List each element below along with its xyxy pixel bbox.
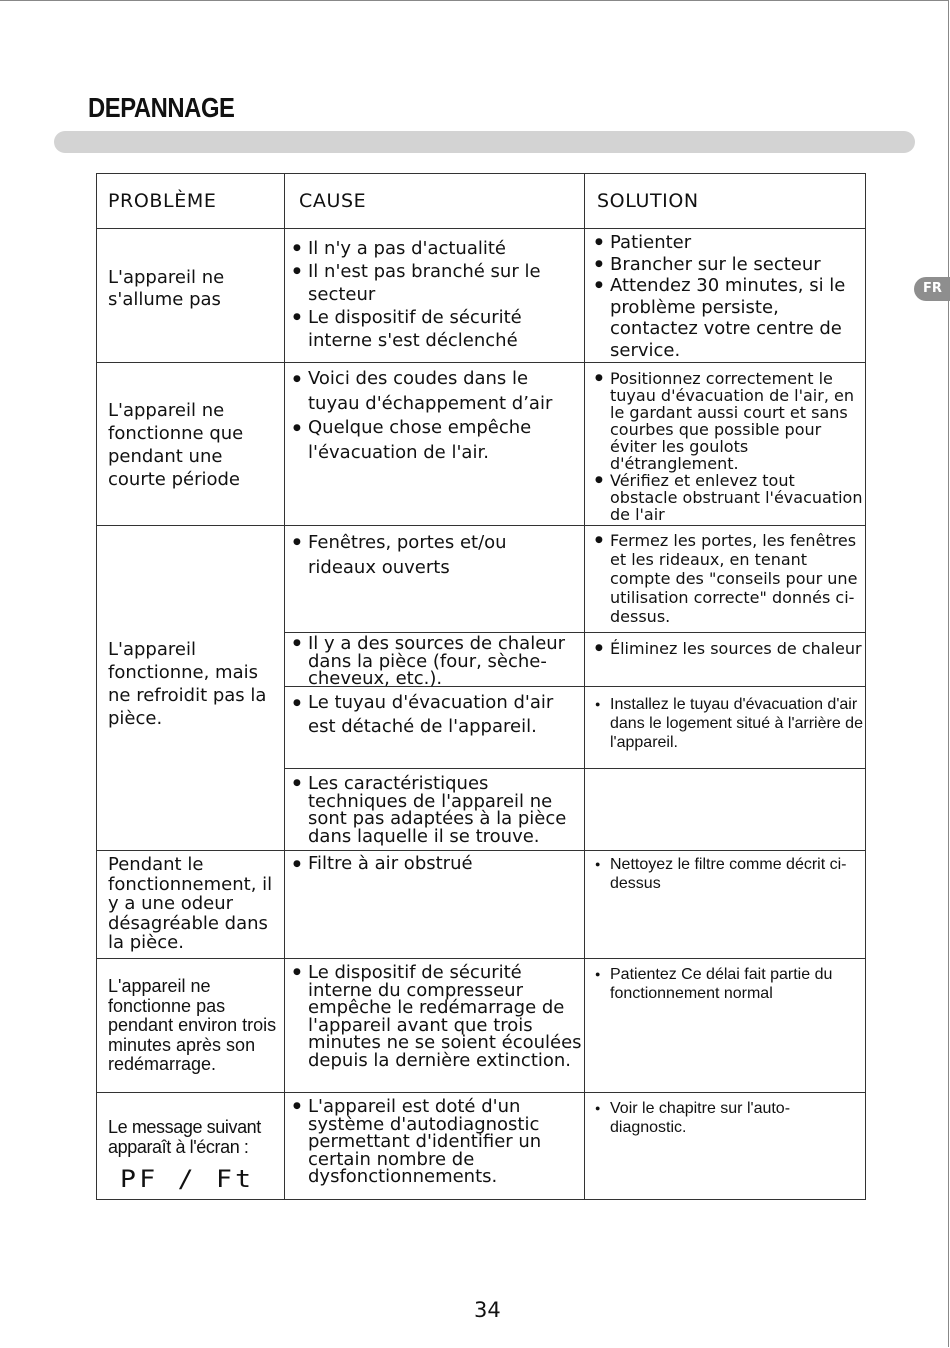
header-problem: PROBLÈME [108,190,217,212]
solution-item: ● Positionnez correctement le tuyau d'évacuation de l'air, en le gardant aussi court et sans courbes que possible pour éviter les goulots d'étranglement. [595,370,865,472]
solution-item: ● Fermez les portes, les fenêtres et les rideaux, en tenant compte des "conseils pour une utilisation correcte" donnés ci-dessus. [595,531,865,626]
cause-item: ● Le dispositif de sécurité interne du compresseur empêche le redémarrage de l'appareil avant que trois minutes ne se soient écoulées depuis la dernière extinction. [293,964,583,1069]
row-divider [96,228,866,229]
language-tab: FR [914,277,950,301]
cause-list [293,237,583,352]
problem-cell: Pendant le fonctionnement, il y a une odeur désagréable dans la pièce. [108,854,273,954]
header-solution: SOLUTION [597,190,699,212]
cause-item: ● Quelque chose empêche l'évacuation de l'air. [293,416,573,465]
problem-cell: L'appareil ne fonctionne que pendant une courte période [108,400,244,490]
cause-list [293,691,573,739]
cause-list [293,853,583,875]
solution-item: ● Vérifiez et enlevez tout obstacle obstruant l'évacuation de l'air [595,472,865,523]
row-divider [96,525,866,526]
problem-cell: L'appareil ne fonctionne pas pendant environ trois minutes après son redémarrage. [108,976,277,1075]
cause-item: ● Il n'est pas branché sur le secteur [293,260,583,306]
page-title: DEPANNAGE [88,92,235,123]
solution-list [595,1099,865,1137]
cause-item: ● Il n'y a pas d'actualité [293,237,583,260]
solution-item: ● Nettoyez le filtre comme décrit ci-dessus [595,855,865,893]
page-number: 34 [474,1298,501,1322]
solution-item: ● Voir le chapitre sur l'auto-diagnostic. [595,1099,865,1137]
cause-item: ● Le dispositif de sécurité interne s'est déclenché [293,306,583,352]
solution-list [595,370,865,523]
table-border-right [865,173,866,1200]
cause-item: ● Filtre à air obstrué [293,853,583,875]
display-code: PF / Ft [120,1165,255,1193]
solution-list [595,639,865,658]
cause-list [293,964,583,1069]
table-border-top [96,173,866,174]
table-border-bottom [96,1199,866,1200]
cause-list [293,775,583,845]
column-divider [584,173,585,1200]
solution-list [595,232,865,362]
cause-item: ● L'appareil est doté d'un système d'autodiagnostic permettant d'identifier un certain nombre de dysfonctionnements. [293,1098,583,1186]
solution-item: ● Brancher sur le secteur [595,254,865,276]
problem-cell: L'appareil fonctionne, mais ne refroidit pas la pièce. [108,639,267,729]
row-divider [96,362,866,363]
cause-item: ● Le tuyau d'évacuation d'air est détaché de l'appareil. [293,691,573,739]
solution-list [595,531,865,626]
cause-list [293,530,563,580]
cause-item: ● Il y a des sources de chaleur dans la pièce (four, sèche-cheveux, etc.). [293,635,583,688]
cause-list [293,635,583,688]
solution-item: ● Patienter [595,232,865,254]
cause-list [293,367,573,465]
header-cause: CAUSE [299,190,367,212]
sub-row-divider [284,768,866,769]
row-divider [96,958,866,959]
cause-list [293,1098,583,1186]
solution-item: ● Patientez Ce délai fait partie du fonctionnement normal [595,965,865,1003]
cause-item: ● Voici des coudes dans le tuyau d'échappement d’air [293,367,573,416]
solution-list [595,855,865,893]
solution-list [595,695,865,752]
problem-cell: L'appareil ne s'allume pas [108,267,225,310]
solution-list [595,965,865,1003]
solution-item: ● Éliminez les sources de chaleur [595,639,865,658]
solution-item: ● Attendez 30 minutes, si le problème persiste, contactez votre centre de service. [595,275,865,361]
row-divider [96,850,866,851]
row-divider [96,1092,866,1093]
cause-item: ● Les caractéristiques techniques de l'appareil ne sont pas adaptées à la pièce dans laquelle il se trouve. [293,775,583,845]
problem-cell: Le message suivant apparaît à l'écran : [108,1117,261,1157]
cause-item: ● Fenêtres, portes et/ou rideaux ouverts [293,530,563,580]
solution-item: ● Installez le tuyau d'évacuation d'air dans le logement situé à l'arrière de l'appareil. [595,695,865,752]
table-border-left [96,173,97,1200]
